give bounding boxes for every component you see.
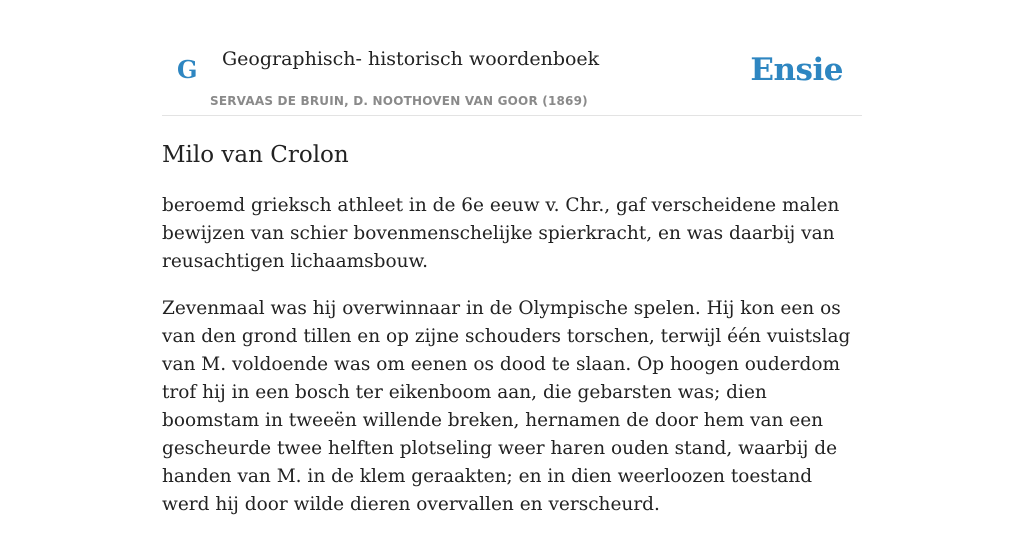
book-authors: SERVAAS DE BRUIN, D. NOOTHOVEN VAN GOOR (1869) — [210, 94, 588, 108]
entry-body — [162, 192, 862, 538]
book-title[interactable]: Geographisch- historisch woordenboek — [222, 48, 600, 70]
brand-logo[interactable]: Ensie — [750, 52, 843, 88]
entry-title: Milo van Crolon — [162, 142, 349, 168]
page — [162, 0, 862, 515]
entry-paragraph: beroemd grieksch athleet in de 6e eeuw v. Chr., gaf verscheidene malen bewijzen van schier bovenmenschelijke spierkracht, en was daarbij van reusachtigen lichaamsbouw. — [162, 195, 840, 272]
book-logo-icon[interactable]: G — [177, 55, 198, 84]
header — [162, 0, 862, 116]
entry-paragraph: Zevenmaal was hij overwinnaar in de Olympische spelen. Hij kon een os van den grond tillen en op zijne schouders torschen, terwijl één vuistslag van M. voldoende was om eenen os dood te slaan. Op hoogen ouderdom trof hij in een bosch ter eikenboom aan, die gebarsten was; dien boomstam in tweeën willende breken, hernamen de door hem van een gescheurde twee helften plotseling weer haren ouden stand, waarbij de handen van M. in de klem geraakten; en in dien weerloozen toestand werd hij door wilde dieren overvallen en verscheurd. — [162, 298, 851, 515]
